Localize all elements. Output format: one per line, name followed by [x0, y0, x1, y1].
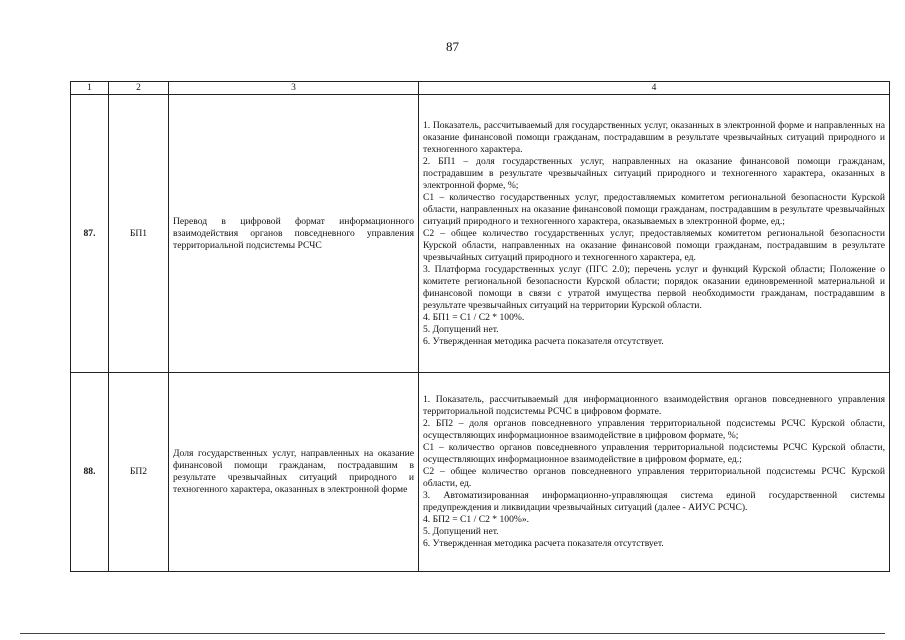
desc-paragraph: С2 – общее количество органов повседневного управления территориальной подсистемы РСЧС Курской области, ед. — [423, 466, 885, 489]
row-number: 87. — [71, 95, 109, 373]
indicator-name: Перевод в цифровой формат информационного взаимодействия органов повседневного управления территориальной подсистемы РСЧС — [169, 95, 419, 373]
indicators-table — [70, 81, 890, 572]
desc-paragraph: С2 – общее количество государственных услуг, предоставляемых комитетом региональной безопасности Курской области, направленных на оказание финансовой помощи гражданам, пострадавшим в результате чрезвычайных ситуаций природного и техногенного характера, ед. — [423, 227, 885, 263]
desc-paragraph: С1 – количество государственных услуг, предоставляемых комитетом региональной безопасности Курской области, направленных на оказание финансовой помощи гражданам, пострадавшим в результате чрезвычайных ситуаций природного и техногенного характера, оказываемых в электронной форме, ед.; — [423, 191, 885, 227]
desc-paragraph: 1. Показатель, рассчитываемый для государственных услуг, оказанных в электронной форме и направленных на оказание финансовой помощи гражданам, пострадавшим в результате чрезвычайных ситуаций природного и техногенного характера. — [423, 119, 885, 155]
desc-paragraph: 5. Допущений нет. — [423, 323, 499, 335]
indicator-code: БП2 — [109, 373, 169, 572]
desc-paragraph: 1. Показатель, рассчитываемый для информационного взаимодействия органов повседневного управления территориальной подсистемы РСЧС в цифровом формате. — [423, 394, 885, 417]
desc-paragraph: 4. БП1 = С1 / С2 * 100%. — [423, 311, 525, 323]
indicator-code: БП1 — [109, 95, 169, 373]
indicator-description — [419, 95, 890, 373]
desc-paragraph: 2. БП1 – доля государственных услуг, направленных на оказание финансовой помощи гражданам, пострадавшим в результате чрезвычайных ситуаций природного и техногенного характера, оказанных в электронной форме, %; — [423, 155, 885, 191]
desc-paragraph: С1 – количество органов повседневного управления территориальной подсистемы РСЧС Курской области, осуществляющих информационное взаимодействие в цифровом формате, ед.; — [423, 442, 885, 465]
desc-paragraph: 2. БП2 – доля органов повседневного управления территориальной подсистемы РСЧС Курской области, осуществляющих информационное взаимодействие в цифровом формате, %; — [423, 418, 885, 441]
header-cell-4: 4 — [419, 82, 890, 95]
table-row — [71, 95, 890, 373]
indicator-description — [419, 373, 890, 572]
header-cell-1: 1 — [71, 82, 109, 95]
table-header-row — [71, 82, 890, 95]
header-cell-3: 3 — [169, 82, 419, 95]
desc-paragraph: 4. БП2 = С1 / С2 * 100%». — [423, 514, 530, 525]
indicator-name: Доля государственных услуг, направленных на оказание финансовой помощи гражданам, пострадавшим в результате чрезвычайных ситуаций природного и техногенного характера, оказанных в электронной форме — [169, 373, 419, 572]
desc-paragraph: 3. Платформа государственных услуг (ПГС 2.0); перечень услуг и функций Курской области; Положение о комитете региональной безопасности Курской области; порядок оказании единовременной материальной и финансовой помощи в связи с утратой имущества первой необходимости гражданам, пострадавшим в результате чрезвычайных ситуаций на территории Курской области. — [423, 263, 885, 311]
header-cell-2: 2 — [109, 82, 169, 95]
page-number: 87 — [446, 39, 459, 54]
desc-paragraph: 6. Утвержденная методика расчета показателя отсутствует. — [423, 538, 664, 549]
page-bottom-edge — [20, 633, 885, 634]
desc-paragraph: 3. Автоматизированная информационно-управляющая система единой государственной системы предупреждения и ликвидации чрезвычайных ситуаций (далее - АИУС РСЧС). — [423, 490, 885, 513]
desc-paragraph: 6. Утвержденная методика расчета показателя отсутствует. — [423, 335, 664, 347]
table-row — [71, 373, 890, 572]
desc-paragraph: 5. Допущений нет. — [423, 526, 499, 537]
row-number: 88. — [71, 373, 109, 572]
